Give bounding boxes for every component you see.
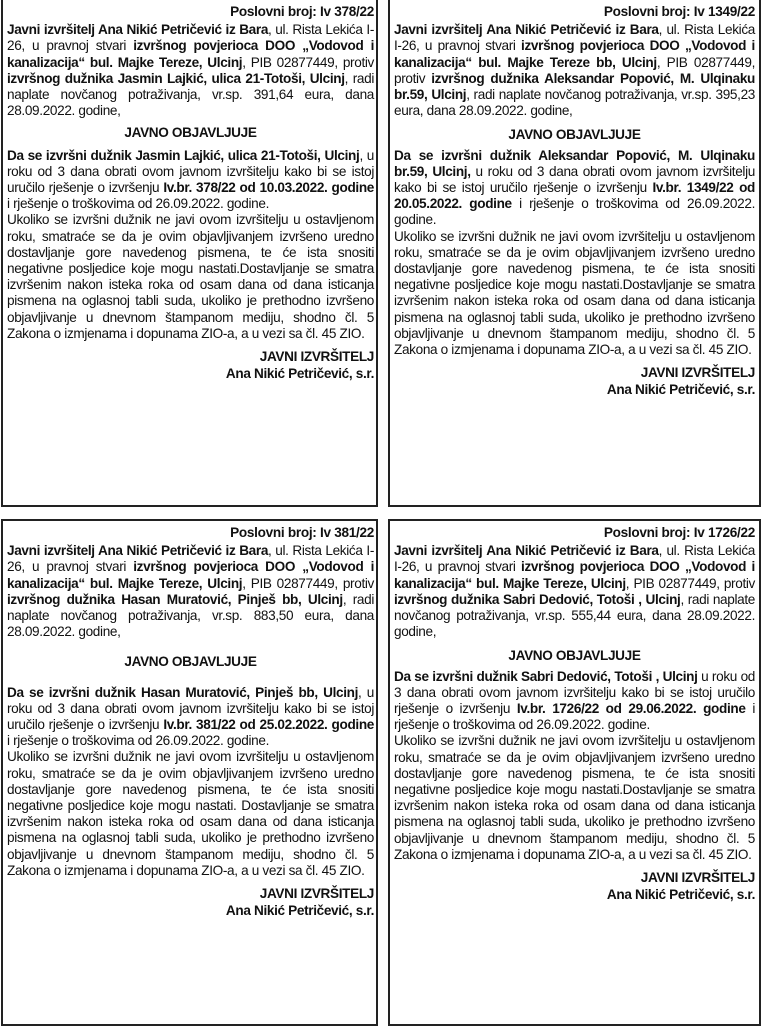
notice-heading: JAVNO OBJAVLJUJE [508,648,641,664]
case-number: Poslovni broj: Iv 1726/22 [603,525,755,540]
body-segment: u roku od 3 dana obrati ovom javnom izvršitelju kako bi se istoj uručilo rješenje o izvršenju [394,163,755,196]
notice-closing: Ukoliko se izvršni dužnik ne javi ovom izvršitelju u ostavljenom roku, smatraće se da je ovim objavljivanjem izvršeno uredno dostavljanje gore navedenog pismena, te će ista snositi negativne posljedice koje mogu nastati. Dostavljanje se smatra izvršenim nakon isteka roka od osam dana od dana isticanja pismena na oglasnoj tabli suda, ukoliko je prethodno izvršeno objavljivanje u dnevnom štampanom mediju, shodno čl. 5 Zakona o izmjenama i dopunama ZIO-a, a u vezi sa čl. 45 ZIO. [7,749,374,878]
notice-heading: JAVNO OBJAVLJUJE [508,127,641,143]
intro-segment: Javni izvršitelj Ana Nikić Petričević iz Bara [7,22,269,38]
intro-segment: izvršnog povjerioca DOO „Vodovod i kanalizacija“ bul. Majke Tereze, Ulcinj [7,38,374,70]
signature-title: JAVNI IZVRŠITELJ [640,870,755,886]
intro-segment: , radi naplate novčanog potraživanja, vr.sp. 395,23 eura, dana 28.09.2022. godine, [394,87,755,119]
intro-segment: , radi naplate novčanog potraživanja, vr.sp. 883,50 eura, dana 28.09.2022. godine, [7,591,374,640]
notice-4 [381,513,762,1026]
intro-segment: , radi naplate novčanog potraživanja, vr.sp. 555,44 eura, dana 28.09.2022. godine, [394,591,755,640]
notice-body [7,148,374,213]
intro-segment: , PIB 02877449, protiv [625,575,755,591]
body-segment: Iv.br. 381/22 od 25.02.2022. godine [163,717,374,733]
notice-intro [7,22,374,119]
intro-segment: izvršnog dužnika Hasan Muratović, Pinješ bb, Ulcinj [7,591,343,607]
notice-3 [0,513,381,1026]
intro-segment: , ul. Rista Lekića I-26, u pravnoj stvari [394,543,755,575]
signature-title: JAVNI IZVRŠITELJ [640,365,755,381]
signature-name: Ana Nikić Petričević, s.r. [606,887,755,903]
notice-intro [7,543,374,640]
body-segment: Da se izvršni dužnik Sabri Dedović, Totoši , Ulcinj [394,668,698,684]
notice-closing: Ukoliko se izvršni dužnik ne javi ovom izvršitelju u ostavljenom roku, smatraće se da je ovim objavljivanjem izvršeno uredno dostavljanje gore navedenog pismena, te će ista snositi negativne posljedice koje mogu nastati.Dostavljanje se smatra izvršenim nakon isteka roka od osam dana od dana isticanja pismena na oglasnoj tabli suda, ukoliko je prethodno izvršeno objavljivanje u dnevnom štampanom mediju, shodno čl. 5 Zakona o izmjenama i dopunama ZIO-a, a u vezi sa čl. 45 ZIO. [7,212,374,341]
body-segment: Da se izvršni dužnik Aleksandar Popović, M. Ulqinaku br.59, Ulcinj, [394,147,755,179]
body-segment: u roku od 3 dana obrati ovom javnom izvršitelju kako bi se istoj uručilo rješenje o izvršenju [394,668,755,717]
case-number: Poslovni broj: Iv 378/22 [230,4,374,19]
signature [394,869,755,903]
intro-segment: , PIB 02877449, protiv [242,575,374,591]
signature [394,364,755,398]
intro-segment: , radi naplate novčanog potraživanja, vr.sp. 391,64 eura, dana 28.09.2022. godine, [7,70,374,119]
body-segment: Da se izvršni dužnik Jasmin Lajkić, ulica 21-Totoši, Ulcinj [7,147,360,163]
intro-segment: , ul. Rista Lekića I-26, u pravnoj stvari [7,22,374,54]
intro-segment: , ul. Rista Lekića I-26, u pravnoj stvari [7,543,374,575]
signature [7,885,374,919]
intro-segment: izvršnog povjerioca DOO „Vodovod i kanalizacija“ bul. Majke Tereze bb, Ulcinj [394,38,755,70]
intro-segment: izvršnog dužnika Sabri Dedović, Totoši , Ulcinj [394,591,681,607]
signature-title: JAVNI IZVRŠITELJ [259,886,374,902]
intro-segment: , ul. Rista Lekića I-26, u pravnoj stvari [394,22,755,54]
intro-segment: Javni izvršitelj Ana Nikić Petričević iz Bara [394,22,659,38]
intro-segment: , PIB 02877449, protiv [242,54,374,70]
body-segment: i rješenje o troškovima od 26.09.2022. godine. [7,196,269,212]
signature [7,348,374,382]
notice-body [394,148,755,229]
body-segment: i rješenje o troškovima od 26.09.2022. godine. [394,196,755,228]
case-number: Poslovni broj: Iv 1349/22 [603,4,755,19]
notice-body [394,669,755,734]
body-segment: Iv.br. 1726/22 od 29.06.2022. godine [516,701,746,717]
notice-2 [381,0,762,513]
case-number: Poslovni broj: Iv 381/22 [230,525,374,540]
intro-segment: izvršnog povjerioca DOO „Vodovod i kanalizacija“ bul. Majke Tereze, Ulcinj [394,559,755,591]
notice-body [7,685,374,750]
body-segment: i rješenje o troškovima od 26.09.2022. godine. [394,701,755,733]
intro-segment: , PIB 02877449, protiv [394,54,756,86]
notice-heading: JAVNO OBJAVLJUJE [124,654,257,670]
intro-segment: izvršnog dužnika Jasmin Lajkić, ulica 21-Totoši, Ulcinj [7,70,345,86]
signature-name: Ana Nikić Petričević, s.r. [225,903,374,919]
notice-closing: Ukoliko se izvršni dužnik ne javi ovom izvršitelju u ostavljenom roku, smatraće se da je ovim objavljivanjem izvršeno uredno dostavljanje gore navedenog pismena, te će ista snositi negativne posljedice koje mogu nastati.Dostavljanje se smatra izvršenim nakon isteka roka od osam dana od dana isticanja pismena na oglasnoj tabli suda, ukoliko je prethodno izvršeno objavljivanje u dnevnom štampanom mediju, shodno čl. 5 Zakona o izmjenama i dopunama ZIO-a, a u vezi sa čl. 45 ZIO. [394,733,755,862]
body-segment: Iv.br. 378/22 od 10.03.2022. godine [163,180,374,196]
signature-name: Ana Nikić Petričević, s.r. [225,366,374,382]
intro-segment: izvršnog dužnika Aleksandar Popović, M. Ulqinaku br.59, Ulcinj [394,70,755,103]
notice-heading: JAVNO OBJAVLJUJE [124,125,257,141]
signature-title: JAVNI IZVRŠITELJ [259,349,374,365]
intro-segment: izvršnog povjerioca DOO „Vodovod i kanalizacija“ bul. Majke Tereze, Ulcinj [7,559,374,591]
body-segment: Da se izvršni dužnik Hasan Muratović, Pinješ bb, Ulcinj [7,684,359,700]
notice-intro [394,22,755,119]
intro-segment: Javni izvršitelj Ana Nikić Petričević iz Bara [394,543,659,559]
body-segment: i rješenje o troškovima od 26.09.2022. godine. [7,733,269,749]
body-segment: , u roku od 3 dana obrati ovom javnom izvršitelju kako bi se istoj uručilo rješenje o izvršenju [7,147,374,196]
notice-intro [394,543,755,640]
notice-closing: Ukoliko se izvršni dužnik ne javi ovom izvršitelju u ostavljenom roku, smatraće se da je ovim objavljivanjem izvršeno uredno dostavljanje gore navedenog pismena, te će ista snositi negativne posljedice koje mogu nastati.Dostavljanje se smatra izvršenim nakon isteka roka od osam dana od dana isticanja pismena na oglasnoj tabli suda, ukoliko je prethodno izvršeno objavljivanje u dnevnom štampanom mediju, shodno čl. 5 Zakona o izmjenama i dopunama ZIO-a, a u vezi sa čl. 45 ZIO. [394,228,755,358]
intro-segment: Javni izvršitelj Ana Nikić Petričević iz Bara [7,543,269,559]
signature-name: Ana Nikić Petričević, s.r. [606,382,755,398]
body-segment: Iv.br. 1349/22 od 20.05.2022. godine [394,180,755,212]
notice-1 [0,0,381,513]
body-segment: , u roku od 3 dana obrati ovom javnom izvršitelju kako bi se istoj uručilo rješenje o izvršenju [7,684,374,733]
